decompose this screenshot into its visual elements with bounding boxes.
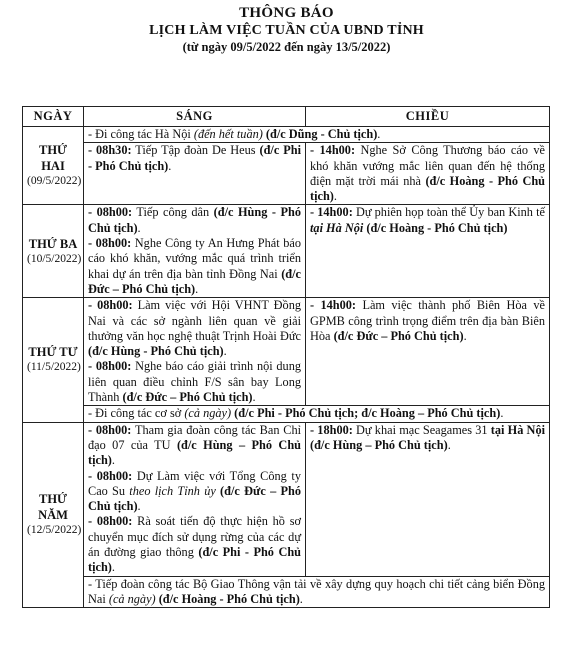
doc-subtitle: LỊCH LÀM VIỆC TUẦN CỦA UBND TỈNH	[149, 23, 424, 38]
entry-time: - 08h00:	[88, 205, 133, 220]
entry-tail: .	[111, 560, 115, 575]
day-name: THỨ HAI	[38, 143, 67, 174]
schedule-entry	[88, 359, 301, 405]
schedule-entry	[88, 127, 545, 142]
entry-time: - 08h00:	[88, 359, 132, 374]
entry-person: (đ/c Đức – Phó Chủ tịch)	[88, 266, 301, 296]
entry-tail: .	[111, 453, 115, 468]
day-date: (11/5/2022)	[27, 361, 81, 374]
schedule-entry	[88, 577, 545, 608]
entry-time: - 18h00:	[310, 422, 353, 437]
entry-note: (cả ngày)	[108, 591, 156, 606]
entry-text: Tham gia đoàn công tác Ban Chỉ đạo 07 của TU	[88, 422, 302, 452]
day-cell	[23, 127, 84, 205]
entry-tail: .	[463, 328, 467, 343]
entry-person: tại Hà Nội (đ/c Hùng – Phó Chủ tịch)	[310, 422, 546, 452]
table-header-row	[23, 107, 550, 127]
schedule-entry	[310, 423, 545, 454]
entry-text: Làm việc thành phố Biên Hòa về GPMB công trình trọng điểm trên địa bàn Biên Hòa	[310, 298, 545, 343]
entry-time: - 14h00:	[310, 205, 353, 220]
schedule-entry	[310, 143, 545, 204]
schedule-entry	[88, 514, 301, 575]
schedule-body	[23, 127, 550, 608]
entry-person: (đ/c Phi - Phó Chủ tịch; đ/c Hoàng – Phó Chủ tịch)	[231, 406, 501, 421]
entry-time: - 08h30:	[88, 143, 132, 158]
table-row	[23, 298, 550, 406]
day-date: (09/5/2022)	[27, 175, 82, 188]
schedule-entry	[88, 143, 301, 174]
col-header-day: NGÀY	[23, 107, 84, 127]
entry-person: (đ/c Hùng - Phó Chủ tịch)	[88, 205, 301, 235]
entry-person: (đ/c Đức – Phó Chủ tịch)	[333, 328, 464, 343]
entry-text: - Đi công tác Hà Nội	[88, 127, 194, 141]
entry-time: - 08h00:	[88, 236, 132, 251]
schedule-entry	[88, 236, 301, 297]
table-row	[23, 422, 550, 576]
entry-person: (đ/c Hùng - Phó Chủ tịch)	[88, 344, 224, 359]
entry-text: Nghe Sở Công Thương báo cáo về khó khăn vướng mắc liên quan đến hệ thống điện mặt trời mái nhà	[310, 143, 545, 188]
entry-text: Rà soát tiến độ thực hiện hồ sơ chuyển mục đích sử dụng rừng của các dự án đường giao thông	[88, 514, 301, 560]
entry-time: - 08h00:	[88, 422, 132, 437]
entry-text: Dự khai mạc Seagames 31	[352, 422, 491, 437]
table-row	[23, 205, 550, 298]
schedule-table	[22, 106, 550, 608]
afternoon-cell	[306, 298, 550, 406]
entry-note: (đến hết tuần)	[193, 127, 263, 141]
header	[0, 0, 573, 55]
schedule-entry	[88, 205, 301, 236]
entry-tail: .	[447, 437, 451, 452]
entry-tail: .	[252, 390, 256, 405]
entry-person: (đ/c Phi - Phó Chủ tịch)	[88, 143, 301, 173]
entry-tail: .	[299, 591, 303, 606]
table-row	[23, 576, 550, 608]
entry-person: (đ/c Phi - Phó Chủ tịch)	[88, 545, 302, 575]
entry-tail: .	[333, 189, 337, 204]
entry-tail: .	[223, 344, 227, 359]
morning-cell	[84, 143, 306, 205]
entry-text: Làm việc với Hội VHNT Đồng Nai và các sở ngành liên quan về giải thưởng văn học nghệ thuật Trịnh Hoài Đức	[88, 298, 302, 343]
table-row	[23, 406, 550, 422]
entry-tail: .	[137, 499, 141, 514]
entry-text: Dự Làm việc với Tổng Công ty Cao Su	[88, 468, 301, 498]
entry-text: Dự phiên họp toàn thể Ủy ban Kinh tế	[352, 205, 545, 220]
schedule-entry	[310, 298, 545, 344]
entry-person: (đ/c Hoàng - Phó Chủ tịch)	[310, 173, 546, 204]
full-day-cell	[84, 127, 550, 143]
schedule-entry	[88, 469, 301, 515]
morning-cell	[84, 422, 306, 576]
day-date: (12/5/2022)	[27, 524, 82, 537]
entry-tail: .	[195, 281, 199, 296]
afternoon-cell	[306, 143, 550, 205]
col-header-afternoon: CHIỀU	[306, 107, 550, 127]
entry-location: tại Hà Nội	[310, 220, 364, 235]
day-cell	[23, 298, 84, 422]
afternoon-cell	[306, 205, 550, 298]
day-name: THỨ NĂM	[38, 492, 68, 523]
entry-tail: .	[168, 158, 172, 173]
full-day-cell	[84, 406, 550, 422]
entry-text: - Đi công tác cơ sở	[88, 406, 185, 421]
entry-time: - 14h00:	[310, 143, 356, 158]
day-cell	[23, 422, 84, 608]
day-date: (10/5/2022)	[27, 252, 82, 265]
schedule-entry	[88, 406, 545, 421]
afternoon-cell	[306, 422, 550, 576]
entry-time: - 08h00:	[88, 514, 133, 529]
day-cell	[23, 205, 84, 298]
table-row	[23, 127, 550, 143]
schedule-entry	[310, 205, 545, 236]
entry-tail: .	[137, 220, 141, 235]
entry-tail: .	[500, 406, 504, 421]
entry-tail: .	[377, 127, 381, 141]
entry-text: Tiếp công dân	[132, 205, 214, 220]
entry-text: Tiếp Tập đoàn De Heus	[131, 143, 260, 158]
col-header-morning: SÁNG	[84, 107, 306, 127]
entry-time: - 08h00:	[88, 468, 133, 483]
doc-title: THÔNG BÁO	[239, 5, 334, 21]
morning-cell	[84, 205, 306, 298]
entry-person: (đ/c Đức – Phó Chủ tịch)	[122, 390, 253, 405]
entry-person: (đ/c Hùng – Phó Chủ tịch)	[88, 437, 301, 468]
entry-note: (cả ngày)	[184, 406, 232, 421]
schedule-entry	[88, 298, 301, 359]
entry-text: - Tiếp đoàn công tác Bộ Giao Thông vận tải về xây dựng quy hoạch chi tiết cảng biển Đồng Nai	[88, 576, 545, 606]
entry-time: - 08h00:	[88, 298, 133, 313]
table-row	[23, 143, 550, 205]
entry-person: (đ/c Dũng - Chủ tịch)	[262, 127, 378, 141]
entry-time: - 14h00:	[310, 298, 357, 313]
day-name: THỨ BA	[28, 236, 78, 251]
entry-person: (đ/c Hoàng - Phó Chủ tịch)	[155, 591, 300, 606]
full-day-cell	[84, 576, 550, 608]
morning-cell	[84, 298, 306, 406]
doc-date-range: (từ ngày 09/5/2022 đến ngày 13/5/2022)	[182, 40, 391, 54]
day-name: THỨ TƯ	[28, 345, 78, 360]
entry-note: theo lịch Tỉnh ủy	[129, 483, 216, 498]
entry-text: Nghe báo cáo giải trình nội dung liên quan điều chỉnh F/S sân bay Long Thành	[88, 359, 301, 405]
entry-person: (đ/c Hoàng - Phó Chủ tịch)	[363, 220, 508, 235]
entry-text: Nghe Công ty An Hưng Phát báo cáo khó khăn, vướng mắc quá trình triển khai dự án trên địa bàn tỉnh Đồng Nai	[88, 236, 301, 281]
schedule-entry	[88, 423, 301, 469]
entry-person: (đ/c Đức – Phó Chủ tịch)	[88, 483, 301, 514]
